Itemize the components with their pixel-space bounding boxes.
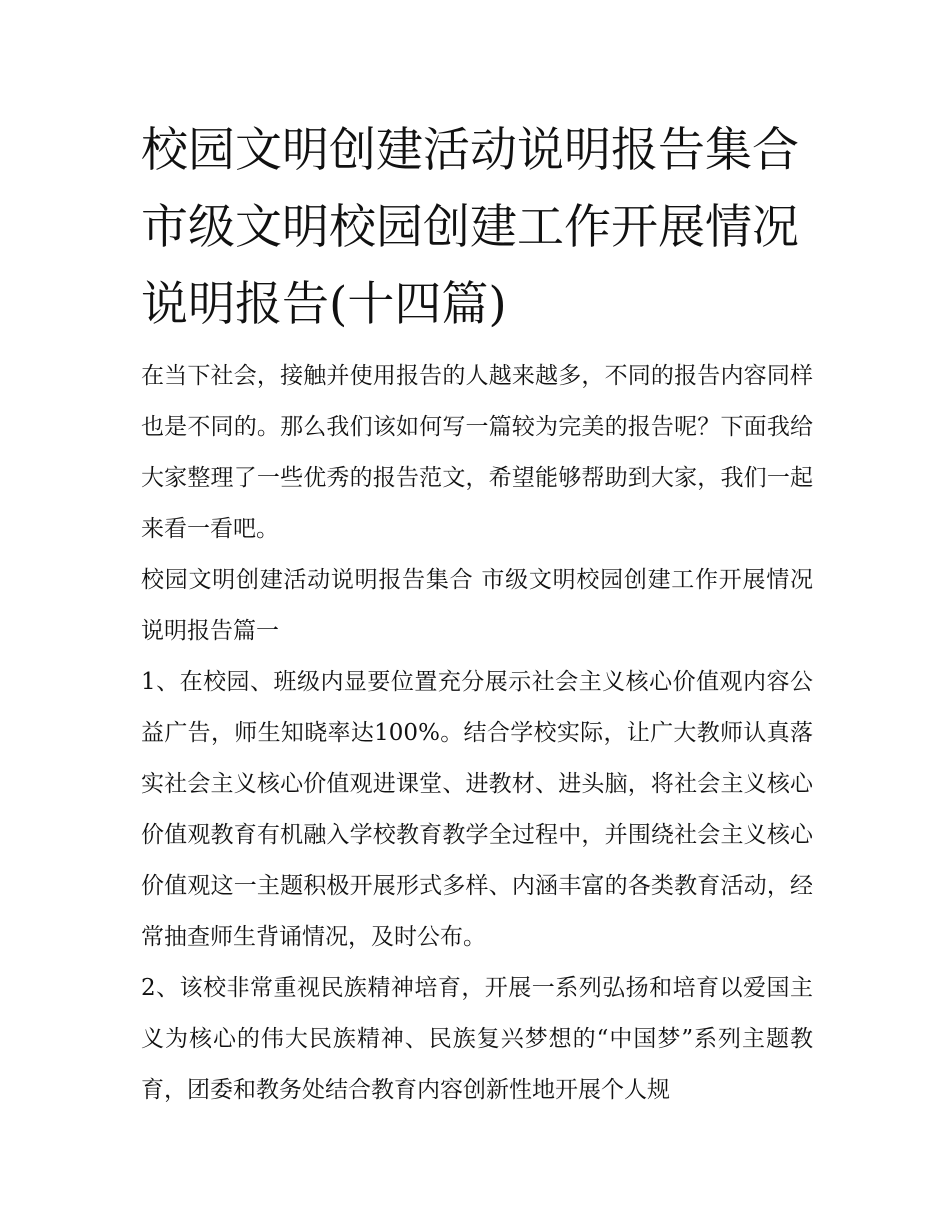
intro-paragraph: 在当下社会，接触并使用报告的人越来越多，不同的报告内容同样也是不同的。那么我们该如何写一篇较为完美的报告呢？下面我给大家整理了一些优秀的报告范文，希望能够帮助到大家，我们一起来看一看吧。 bbox=[141, 363, 813, 542]
body-paragraph-1: 1、在校园、班级内显要位置充分展示社会主义核心价值观内容公益广告，师生知晓率达100%。结合学校实际，让广大教师认真落实社会主义核心价值观进课堂、进教材、进头脑，将社会主义核心价值观教育有机融入学校教育教学全过程中，并围绕社会主义核心价值观这一主题积极开展形式多样、内涵丰富的各类教育活动，经常抽查师生背诵情况，及时公布。 bbox=[141, 669, 813, 950]
document-title: 校园文明创建活动说明报告集合 市级文明校园创建工作开展情况说明报告(十四篇) bbox=[141, 123, 799, 332]
body-paragraph-2: 2、该校非常重视民族精神培育，开展一系列弘扬和培育以爱国主义为核心的伟大民族精神、民族复兴梦想的“中国梦”系列主题教育，团委和教务处结合教育内容创新性地开展个人规 bbox=[141, 975, 813, 1103]
section-heading: 校园文明创建活动说明报告集合 市级文明校园创建工作开展情况说明报告篇一 bbox=[141, 567, 813, 644]
document-body bbox=[141, 112, 813, 1116]
